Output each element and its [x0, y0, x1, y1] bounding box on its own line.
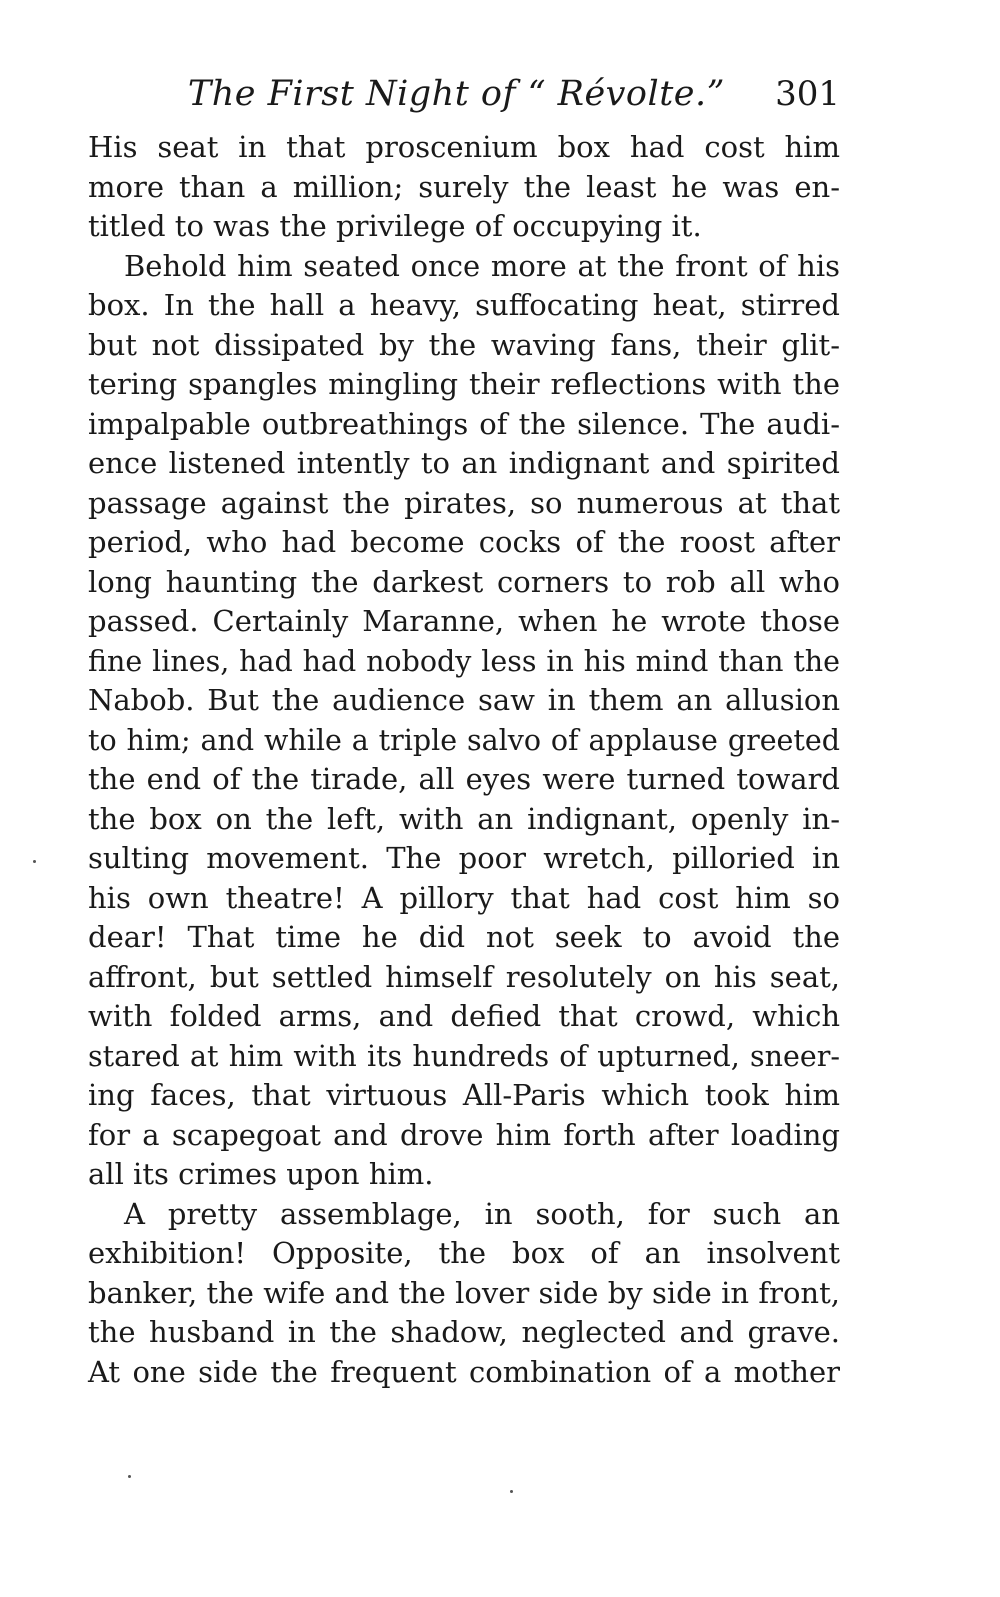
text-line: with folded arms, and defied that crowd, which — [88, 999, 840, 1033]
text-line: sulting movement. The poor wretch, pilloried in — [88, 841, 840, 875]
text-line: impalpable outbreathings of the silence. The audi- — [88, 406, 840, 441]
text-line: stared at him with its hundreds of upturned, sneer- — [88, 1039, 840, 1073]
text-line: for a scapegoat and drove him forth after loading — [88, 1117, 840, 1152]
text-line: tering spangles mingling their reflections with the — [88, 367, 840, 401]
page-number: 301 — [775, 74, 840, 114]
text-line: ence listened intently to an indignant and spirited — [88, 446, 840, 480]
text-line: passed. Certainly Maranne, when he wrote those — [88, 604, 840, 638]
scan-speck — [128, 1475, 131, 1478]
paragraph — [88, 1195, 840, 1393]
text-line: Behold him seated once more at the front of his — [124, 248, 840, 283]
paragraph — [88, 128, 840, 247]
running-title: The First Night of “ Révolte.” — [187, 74, 725, 114]
text-line: period, who had become cocks of the roost after — [88, 525, 840, 559]
text-line: more than a million; surely the least he was en- — [88, 169, 840, 204]
text-line: exhibition! Opposite, the box of an insolvent — [88, 1236, 840, 1270]
text-line: but not dissipated by the waving fans, their glit- — [88, 327, 840, 362]
text-line: all its crimes upon him. — [88, 1157, 434, 1191]
text-line: his own theatre! A pillory that had cost him so — [88, 880, 840, 915]
text-line: dear! That time he did not seek to avoid the — [88, 920, 840, 954]
text-line: the box on the left, with an indignant, openly in- — [88, 801, 840, 836]
text-line: At one side the frequent combination of a mother — [88, 1354, 840, 1389]
text-line: titled to was the privilege of occupying it. — [88, 209, 702, 243]
text-line: affront, but settled himself resolutely on his seat, — [88, 959, 840, 994]
text-line: to him; and while a triple salvo of applause greeted — [88, 723, 840, 757]
scan-speck — [510, 1490, 513, 1493]
paragraph — [88, 247, 840, 1195]
text-line: the end of the tirade, all eyes were turned toward — [88, 762, 840, 796]
scan-speck — [33, 860, 36, 863]
text-line: Nabob. But the audience saw in them an allusion — [88, 683, 840, 717]
text-line: A pretty assemblage, in sooth, for such an — [124, 1196, 840, 1231]
text-line: banker, the wife and the lover side by side in front, — [88, 1275, 840, 1310]
book-page — [88, 72, 840, 1392]
text-line: the husband in the shadow, neglected and grave. — [88, 1315, 840, 1349]
text-line: fine lines, had had nobody less in his mind than the — [88, 644, 840, 678]
body-text — [88, 128, 840, 1392]
text-line: long haunting the darkest corners to rob all who — [88, 564, 840, 599]
text-line: passage against the pirates, so numerous at that — [88, 485, 840, 520]
text-line: His seat in that proscenium box had cost him — [88, 130, 840, 164]
text-line: box. In the hall a heavy, suffocating heat, stirred — [88, 288, 840, 322]
page-header — [88, 72, 840, 128]
text-line: ing faces, that virtuous All-Paris which took him — [88, 1078, 840, 1112]
